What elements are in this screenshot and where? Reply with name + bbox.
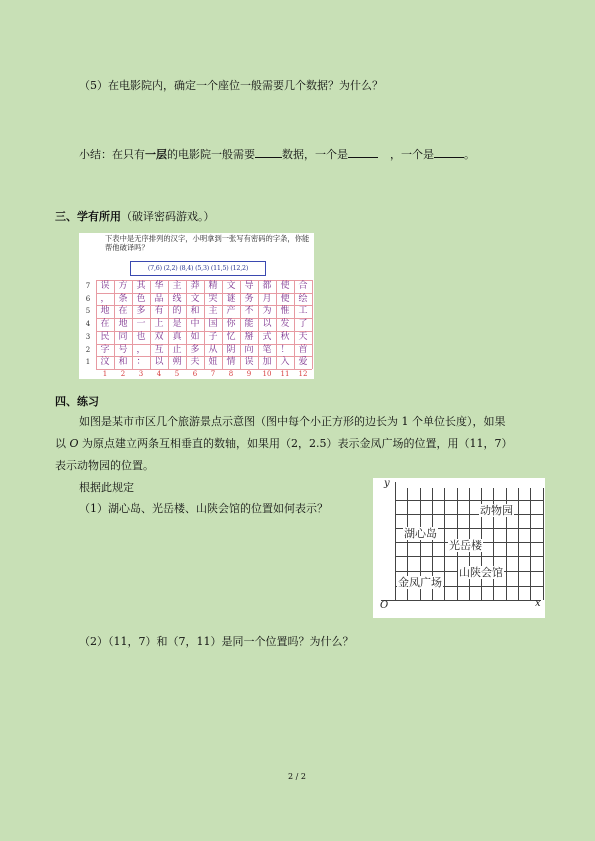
cipher-cell: 主 [208,306,218,317]
cipher-cell: 一 [136,319,146,330]
cipher-cell: 产 [226,306,236,317]
section-3-title: 三、学有所用 [55,210,121,223]
cipher-grid-line [312,280,313,369]
cipher-cell: 朔 [172,357,182,368]
cipher-cell: 掰 [244,331,254,342]
cipher-cell: 了 [298,319,308,330]
cipher-cell: 式 [262,331,272,342]
cipher-col-label: 12 [298,370,308,378]
cipher-cell: 地 [118,319,128,330]
cipher-cell: 字 [100,344,110,355]
section-4-paragraph-1: 如图是某市市区几个旅游景点示意图（图中每个小正方形的边长为 1 个单位长度），如果 [79,415,506,428]
cipher-cell: 夫 [190,357,200,368]
cipher-col-label: 1 [102,370,108,378]
cipher-cell: 文 [190,293,200,304]
map-x-axis [381,600,541,601]
cipher-cell: 中 [190,319,200,330]
section-3-heading [55,210,215,224]
section-3-note: （破译密码游戏。） [121,210,215,223]
cipher-cell: 如 [190,331,200,342]
map-label-guild: 山陕会馆 [459,566,503,579]
section-4-title: 四、练习 [55,395,99,408]
cipher-col-label: 3 [138,370,144,378]
cipher-cell: 笔 [262,344,272,355]
cipher-cell: 入 [280,357,290,368]
cipher-cell: 和 [190,306,200,317]
cipher-cell: ， [100,293,110,304]
cipher-row-label: 2 [85,345,91,354]
map-grid-line [543,488,544,600]
cipher-row-label: 6 [85,294,91,303]
cipher-cell: 月 [262,293,272,304]
summary-part-a: 小结：在只有 [79,148,145,161]
map-grid-line [395,500,543,501]
cipher-cell: 误 [100,281,110,291]
cipher-cell: 精 [208,281,218,291]
cipher-row-label: 4 [85,320,91,329]
map-grid-line [444,488,445,600]
cipher-cell: 主 [172,281,182,291]
cipher-cell: 互 [154,344,164,355]
cipher-col-label: 5 [174,370,180,378]
cipher-cell: 是 [172,319,182,330]
cipher-cell: 也 [136,331,146,342]
cipher-row-label: 7 [85,282,91,290]
cipher-cell: 情 [226,357,236,368]
cipher-cell: 阴 [226,344,236,355]
cipher-cell: 地 [100,306,110,317]
map-label-lake: 湖心岛 [404,527,437,540]
summary-part-d: ，一个是 [390,148,434,161]
cipher-cell: ！ [280,344,290,355]
cipher-intro: 下表中是无序排列的汉字，小明拿到一张写有密码的字条，你能帮他破译吗？ [105,234,310,252]
exercise-question-1: （1）湖心岛、光岳楼、山陕会馆的位置如何表示？ [79,502,328,515]
cipher-cell: 华 [154,281,164,291]
cipher-col-label: 2 [120,370,126,378]
cipher-cell: 绘 [298,293,308,304]
cipher-cell: 双 [154,331,164,342]
cipher-cell: 止 [172,344,182,355]
section-4-paragraph-4: 根据此规定 [79,481,134,494]
paragraph-2-part-b: 为原点建立两条互相垂直的数轴，如果用（2，2.5）表示金凤广场的位置，用（11，7） [78,437,513,450]
cipher-cell: 汶 [100,357,110,368]
cipher-cell: 秋 [280,331,290,342]
cipher-cell: 使 [280,281,290,291]
cipher-cell: 品 [154,293,164,304]
cipher-cell: 妞 [208,357,218,368]
cipher-cell: 忆 [226,331,236,342]
cipher-cell: 爱 [298,357,308,368]
cipher-cell: 从 [208,344,218,355]
exercise-question-2: （2）（11，7）和（7，11）是同一个位置吗？为什么？ [79,635,354,648]
cipher-col-label: 10 [262,370,272,378]
cipher-cell: 多 [136,306,146,317]
page-number: 2 / 2 [288,772,306,781]
cipher-cell: 子 [208,331,218,342]
cipher-cell: ， [136,344,146,355]
map-label-zoo: 动物园 [480,504,513,517]
cipher-cell: 民 [100,331,110,342]
cipher-cell: 方 [118,281,128,291]
section-4-paragraph-2 [55,437,513,451]
cipher-col-label: 11 [280,370,290,378]
cipher-cell: 都 [262,281,272,291]
cipher-cell: 不 [244,306,254,317]
cipher-cell: 惟 [280,306,290,317]
cipher-cell: 多 [190,344,200,355]
summary-part-c: 数据，一个是 [282,148,348,161]
map-y-axis-label: y [384,478,390,489]
fill-blank-1[interactable] [255,146,282,158]
question-5: （5）在电影院内，确定一个座位一般需要几个数据？为什么？ [79,79,383,92]
cipher-col-label: 4 [156,370,162,378]
cipher-cell: 便 [280,293,290,304]
cipher-cell: 工 [298,306,308,317]
cipher-grid [96,280,312,370]
section-4-paragraph-3: 表示动物园的位置。 [55,459,154,472]
cipher-cell: 同 [118,331,128,342]
cipher-cell: 加 [262,357,272,368]
cipher-col-label: 9 [246,370,252,378]
cipher-cell: 文 [226,281,236,291]
cipher-col-label: 6 [192,370,198,378]
cipher-cell: 以 [262,319,272,330]
cipher-cell: 上 [154,319,164,330]
cipher-cell: 色 [136,293,146,304]
cipher-cell: 合 [298,281,308,291]
summary-line [79,146,475,162]
cipher-cell: 线 [172,293,182,304]
cipher-cell: 误 [244,357,254,368]
cipher-cell: 国 [208,319,218,330]
cipher-cell: 导 [244,281,254,291]
cipher-cell: 能 [244,319,254,330]
cipher-cell: ： [136,357,146,368]
cipher-cell: 和 [118,357,128,368]
map-x-axis-label: x [535,598,541,609]
cipher-cell: 的 [172,306,182,317]
cipher-cell: 以 [154,357,164,368]
cipher-cell: 向 [244,344,254,355]
summary-bold: 一层 [145,148,167,161]
cipher-cell: 在 [118,306,128,317]
cipher-row-label: 3 [85,332,91,341]
cipher-cell: 务 [244,293,254,304]
cipher-cell: 莽 [190,281,200,291]
paragraph-2-part-a: 以 [55,437,70,450]
cipher-cell: 天 [298,331,308,342]
cipher-cell: 首 [298,344,308,355]
tourist-map-image [373,478,545,618]
cipher-cell: 其 [136,281,146,291]
map-grid-line [395,514,543,515]
cipher-col-label: 7 [210,370,216,378]
map-label-tower: 光岳楼 [449,539,482,552]
fill-blank-2[interactable] [348,146,378,158]
cipher-code-box: (7,6) (2,2) (8,4) (5,3) (11,5) (12,2) [130,261,266,276]
cipher-table-image [79,233,314,379]
cipher-cell: 你 [226,319,236,330]
cipher-cell: 为 [262,306,272,317]
summary-part-b: 的电影院一般需要 [167,148,255,161]
cipher-cell: 条 [118,293,128,304]
map-grid-line [395,556,543,557]
cipher-cell: 在 [100,319,110,330]
origin-symbol: O [69,437,79,450]
map-grid-line [530,488,531,600]
cipher-row-label: 5 [85,307,91,316]
map-origin-label: O [380,600,389,611]
map-grid-line [518,488,519,600]
cipher-cell: 哭 [208,293,218,304]
fill-blank-3[interactable] [434,146,464,158]
cipher-col-label: 8 [228,370,234,378]
summary-part-e: 。 [464,148,475,161]
cipher-cell: 谜 [226,293,236,304]
cipher-cell: 发 [280,319,290,330]
cipher-cell: 真 [172,331,182,342]
cipher-row-label: 1 [85,358,91,367]
cipher-cell: 有 [154,306,164,317]
cipher-cell: 号 [118,344,128,355]
map-label-plaza: 金凤广场 [398,576,442,589]
